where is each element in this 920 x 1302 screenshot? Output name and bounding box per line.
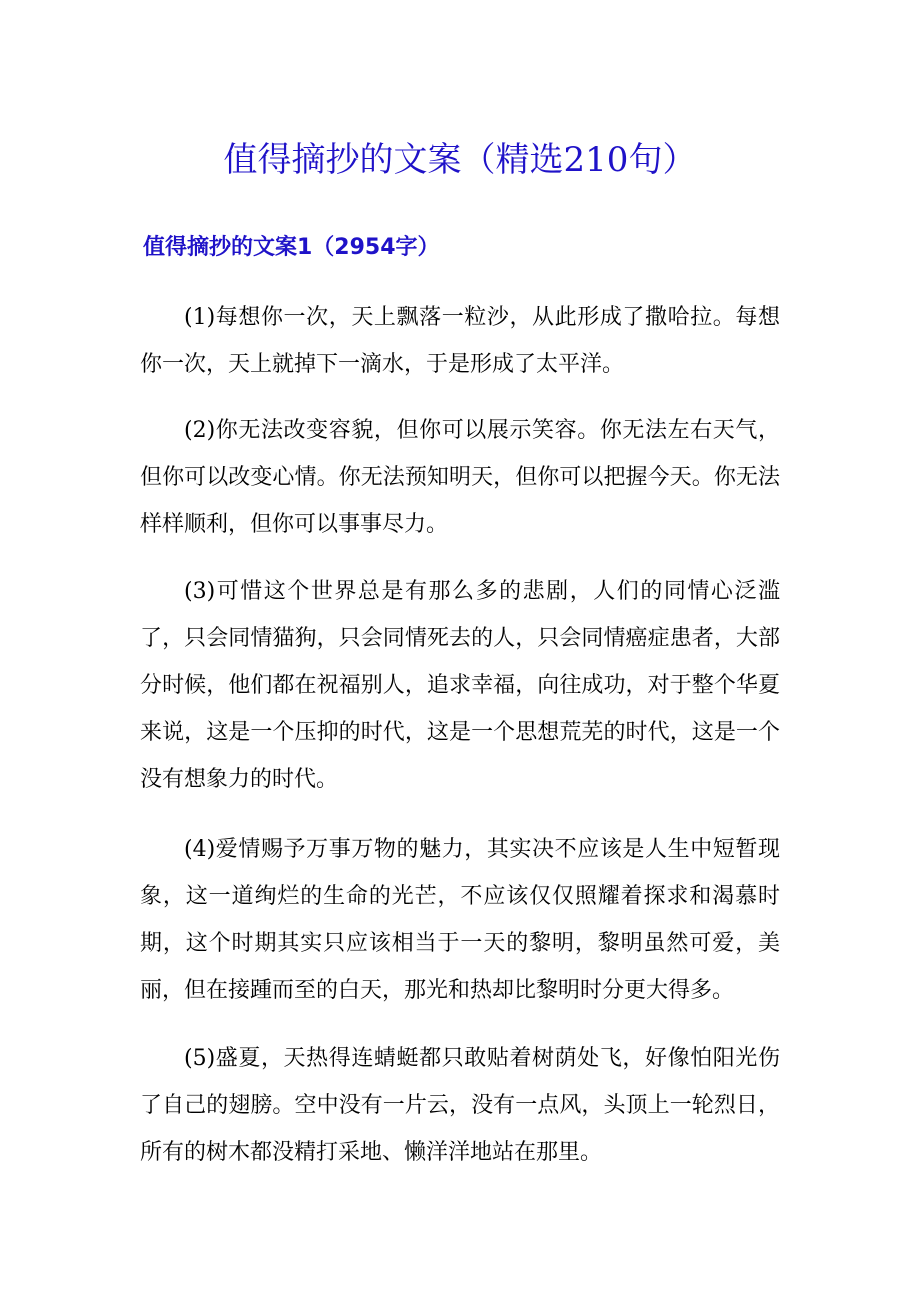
section-heading: 值得摘抄的文案1（2954字） — [143, 235, 440, 260]
paragraph-3: (3)可惜这个世界总是有那么多的悲剧，人们的同情心泛滥了，只会同情猫狗，只会同情死去的人，只会同情癌症患者，大部分时候，他们都在祝福别人，追求幸福，向往成功，对于整个华夏来说，这是一个压抑的时代，这是一个思想荒芜的时代，这是一个没有想象力的时代。 — [140, 579, 780, 792]
paragraph-5: (5)盛夏，天热得连蜻蜓都只敢贴着树荫处飞，好像怕阳光伤了自己的翅膀。空中没有一片云，没有一点风，头顶上一轮烈日，所有的树木都没精打采地、懒洋洋地站在那里。 — [140, 1046, 780, 1165]
paragraph-2: (2)你无法改变容貌，但你可以展示笑容。你无法左右天气，但你可以改变心情。你无法预知明天，但你可以把握今天。你无法样样顺利，但你可以事事尽力。 — [140, 418, 780, 537]
document-title: 值得摘抄的文案（精选210句） — [223, 140, 697, 180]
paragraph-1: (1)每想你一次，天上飘落一粒沙，从此形成了撒哈拉。每想你一次，天上就掉下一滴水，于是形成了太平洋。 — [140, 305, 780, 377]
paragraph-4: (4)爱情赐予万事万物的魅力，其实决不应该是人生中短暂现象，这一道绚烂的生命的光芒，不应该仅仅照耀着探求和渴慕时期，这个时期其实只应该相当于一天的黎明，黎明虽然可爱，美丽，但在接踵而至的白天，那光和热却比黎明时分更大得多。 — [140, 837, 780, 1003]
